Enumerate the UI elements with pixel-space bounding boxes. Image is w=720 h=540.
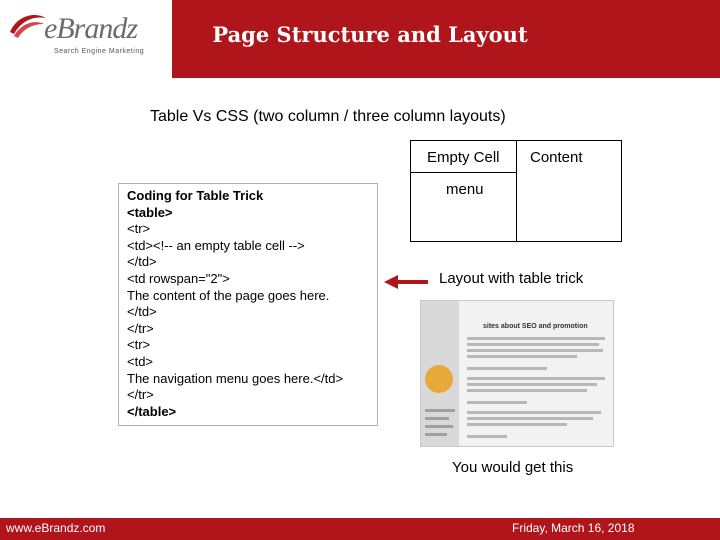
slide-subtitle: Table Vs CSS (two column / three column layouts) xyxy=(150,108,506,125)
code-line: <tr> xyxy=(127,337,151,353)
code-line: </table> xyxy=(127,403,177,419)
footer-bar xyxy=(0,518,720,540)
thumbnail-text-line xyxy=(467,349,603,352)
thumbnail-text-line xyxy=(467,383,597,386)
page-title: Page Structure and Layout xyxy=(212,22,528,47)
header-bar xyxy=(0,0,720,78)
footer-date: Friday, March 16, 2018 xyxy=(512,521,635,535)
thumbnail-text-line xyxy=(467,417,593,420)
thumbnail-text-line xyxy=(467,401,527,404)
diagram-cell-content: Content xyxy=(530,149,583,166)
thumbnail-text-line xyxy=(467,377,605,380)
code-line: <td rowspan="2"> xyxy=(127,270,230,286)
code-line: <table> xyxy=(127,204,173,220)
code-line: Coding for Table Trick xyxy=(127,188,264,203)
diagram-cell-menu: menu xyxy=(446,181,484,198)
code-line: <td> xyxy=(127,353,154,369)
code-line: <tr> xyxy=(127,221,151,237)
thumbnail-text-line xyxy=(467,389,587,392)
logo xyxy=(0,0,172,78)
thumbnail-text-line xyxy=(425,425,453,428)
thumbnail-text-line xyxy=(425,433,447,436)
logo-tagline: Search Engine Marketing xyxy=(54,48,145,55)
arrow-left-icon xyxy=(384,274,430,290)
thumbnail-text-line xyxy=(467,411,601,414)
footer-website: www.eBrandz.com xyxy=(6,521,106,535)
logo-text: eBrandz xyxy=(44,12,137,45)
layout-label: Layout with table trick xyxy=(439,270,584,287)
thumbnail-text-line xyxy=(467,367,547,370)
result-screenshot xyxy=(420,300,614,447)
code-line: </td> xyxy=(127,254,157,270)
thumbnail-logo-icon xyxy=(425,365,453,393)
code-line: The content of the page goes here. xyxy=(127,287,330,303)
thumbnail-text-line xyxy=(425,409,455,412)
code-line: The navigation menu goes here.</td> xyxy=(127,370,344,386)
thumbnail-text-line xyxy=(467,355,577,358)
code-line: </td> xyxy=(127,304,157,320)
code-line: </tr> xyxy=(127,320,154,336)
thumbnail-text-line xyxy=(425,417,449,420)
thumbnail-heading: sites about SEO and promotion xyxy=(483,323,588,330)
code-line: </tr> xyxy=(127,387,154,403)
code-line: <td><!-- an empty table cell --> xyxy=(127,237,305,253)
logo-swoosh-icon xyxy=(8,10,48,40)
thumbnail-text-line xyxy=(467,343,599,346)
table-diagram-divider xyxy=(516,140,517,242)
diagram-cell-empty: Empty Cell xyxy=(427,149,500,166)
code-sample xyxy=(118,183,378,426)
thumbnail-text-line xyxy=(467,423,567,426)
thumbnail-text-line xyxy=(467,337,605,340)
table-diagram-divider xyxy=(410,172,517,173)
result-caption: You would get this xyxy=(452,459,574,476)
thumbnail-text-line xyxy=(467,435,507,438)
